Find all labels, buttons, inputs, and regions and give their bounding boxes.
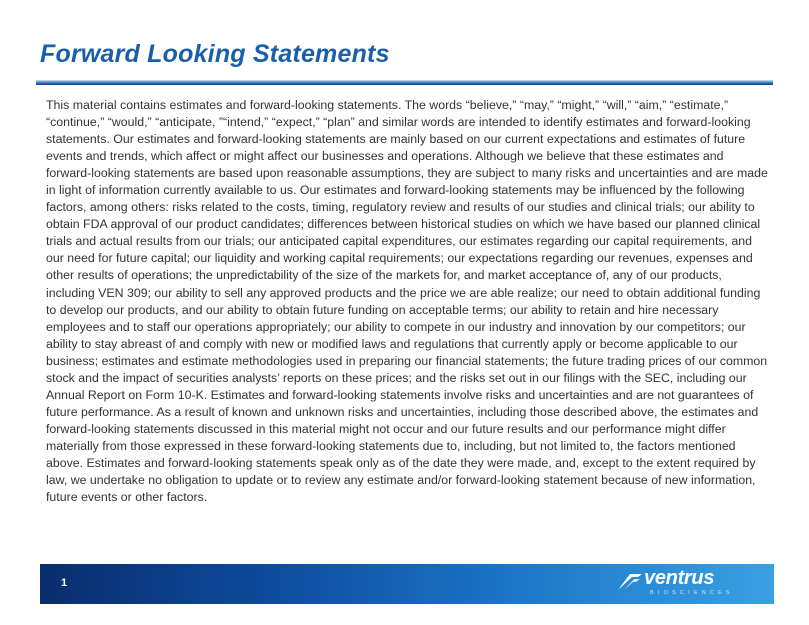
logo-wordmark: ventrus	[644, 567, 715, 589]
logo-mark-icon	[614, 570, 644, 592]
footer-bar	[40, 564, 774, 604]
logo-subtitle: BIOSCIENCES	[650, 590, 734, 596]
ventrus-logo	[614, 568, 770, 600]
disclaimer-body: This material contains estimates and forward-looking statements. The words “believe,” “may,” “might,” “will,” “aim,” “estimate,” “continue,” “would,” “anticipate, ”“intend,” “expect,” “plan” and similar words are intended to identify estimates and forward-looking statements. Our estimates and forward-looking statements are mainly based on our current expectations and estimates of future events and trends, which affect or might affect our businesses and operations. Although we believe that these estimates and forward-looking statements are based upon reasonable assumptions, they are subject to many risks and uncertainties and are made in light of information currently available to us. Our estimates and forward-looking statements may be influenced by the following factors, among others: risks related to the costs, timing, regulatory review and results of our studies and clinical trials; our ability to obtain FDA approval of our product candidates; differences between historical studies on which we have based our planned clinical trials and actual results from our trials; our anticipated capital expenditures, our estimates regarding our capital requirements, and our need for future capital; our liquidity and working capital requirements; our expectations regarding our revenues, expenses and other results of operations; the unpredictability of the size of the markets for, and market acceptance of, any of our products, including VEN 309; our ability to sell any approved products and the price we are able realize; our need to obtain additional funding to develop our products, and our ability to obtain future funding on acceptable terms; our ability to retain and hire necessary employees and to staff our operations appropriately; our ability to compete in our industry and innovation by our competitors; our ability to stay abreast of and comply with new or modified laws and regulations that currently apply or become applicable to our business; estimates and estimate methodologies used in preparing our financial statements; the future trading prices of our common stock and the impact of securities analysts’ reports on these prices; and the risks set out in our filings with the SEC, including our Annual Report on Form 10-K. Estimates and forward-looking statements involve risks and uncertainties and are not guarantees of future performance. As a result of known and unknown risks and uncertainties, including those described above, the estimates and forward-looking statements discussed in this material might not occur and our future results and our performance might differ materially from those expressed in these forward-looking statements due to, including, but not limited to, the factors mentioned above. Estimates and forward-looking statements speak only as of the date they were made, and, except to the extent required by law, we undertake no obligation to update or to review any estimate and/or forward-looking statement because of new information, future events or other factors.	[46, 98, 768, 505]
slide-title: Forward Looking Statements	[40, 40, 390, 68]
title-rule	[36, 80, 773, 85]
page-number: 1	[61, 577, 68, 589]
